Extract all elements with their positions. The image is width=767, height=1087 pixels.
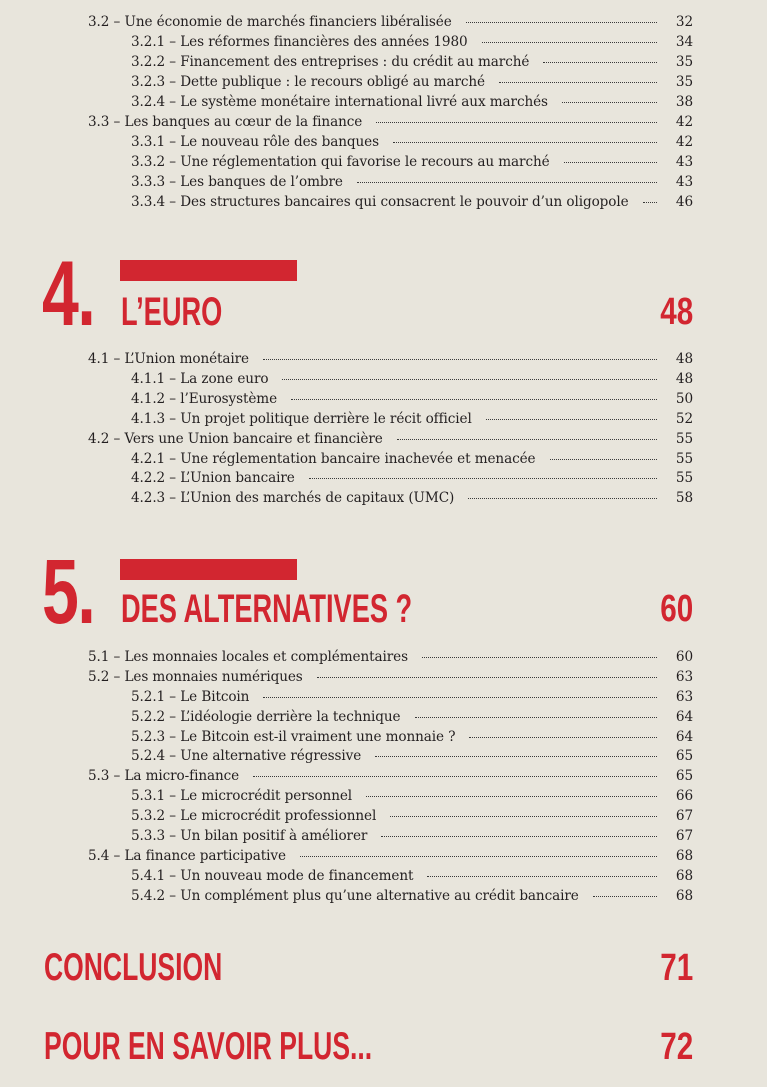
dot-leader xyxy=(397,438,657,440)
further-reading-title: POUR EN SAVOIR PLUS... xyxy=(44,1025,373,1068)
toc-entry[interactable] xyxy=(88,349,693,369)
toc-entry-page: 63 xyxy=(675,689,693,705)
toc-entry[interactable] xyxy=(131,52,693,72)
dot-leader xyxy=(469,736,657,738)
dot-leader xyxy=(390,815,657,817)
toc-entry[interactable] xyxy=(131,707,693,727)
toc-entry[interactable] xyxy=(131,152,693,172)
toc-entry[interactable] xyxy=(131,192,693,212)
toc-entry-page: 67 xyxy=(675,808,693,824)
toc-entry[interactable] xyxy=(131,409,693,429)
toc-entry[interactable] xyxy=(131,468,693,488)
toc-entry-label: 4.1.2 – l’Eurosystème xyxy=(131,391,278,407)
toc-entry-label: 5.3.3 – Un bilan positif à améliorer xyxy=(131,828,368,844)
toc-entry-page: 34 xyxy=(675,34,693,50)
toc-entry-label: 3.3.4 – Des structures bancaires qui consacrent le pouvoir d’un oligopole xyxy=(131,194,629,210)
toc-entry-page: 48 xyxy=(675,371,693,387)
toc-entry[interactable] xyxy=(88,766,693,786)
toc-entry-label: 4.1.1 – La zone euro xyxy=(131,371,269,387)
toc-entry-page: 55 xyxy=(675,470,693,486)
toc-entry-page: 65 xyxy=(675,768,693,784)
dot-leader xyxy=(593,895,657,897)
toc-entry[interactable] xyxy=(131,32,693,52)
dot-leader xyxy=(263,358,657,360)
dot-leader xyxy=(466,21,657,23)
dot-leader xyxy=(376,121,657,123)
toc-entry-page: 66 xyxy=(675,788,693,804)
dot-leader xyxy=(263,696,657,698)
toc-entry-page: 64 xyxy=(675,729,693,745)
chapter-page: 60 xyxy=(660,588,693,630)
toc-entry-page: 42 xyxy=(675,134,693,150)
toc-entry-page: 55 xyxy=(675,431,693,447)
toc-entry-page: 35 xyxy=(675,74,693,90)
toc-entry-page: 67 xyxy=(675,828,693,844)
chapter-number: 5. xyxy=(42,541,95,643)
further-reading-page: 72 xyxy=(660,1026,693,1068)
toc-entry[interactable] xyxy=(131,488,693,508)
conclusion-page: 71 xyxy=(660,947,693,989)
toc-entry-label: 3.3.2 – Une réglementation qui favorise le recours au marché xyxy=(131,154,550,170)
toc-entry-label: 3.2.3 – Dette publique : le recours obligé au marché xyxy=(131,74,485,90)
toc-entry-page: 42 xyxy=(675,114,693,130)
toc-entry-label: 3.2.1 – Les réformes financières des années 1980 xyxy=(131,34,468,50)
chapter-number: 4. xyxy=(42,243,95,345)
toc-entry-label: 5.3.1 – Le microcrédit personnel xyxy=(131,788,353,804)
toc-entry[interactable] xyxy=(88,667,693,687)
chapter-title: L’EURO xyxy=(121,290,223,334)
toc-entry[interactable] xyxy=(131,886,693,906)
chapter-accent-bar xyxy=(120,260,297,281)
toc-entry[interactable] xyxy=(131,72,693,92)
toc-entry-page: 60 xyxy=(675,649,693,665)
toc-entry-label: 3.3 – Les banques au cœur de la finance xyxy=(88,114,363,130)
toc-entry-page: 46 xyxy=(675,194,693,210)
toc-entry[interactable] xyxy=(131,92,693,112)
toc-entry[interactable] xyxy=(131,172,693,192)
chapter-accent-bar xyxy=(120,559,297,580)
toc-entry[interactable] xyxy=(88,112,693,132)
dot-leader xyxy=(317,676,657,678)
toc-entry[interactable] xyxy=(88,12,693,32)
dot-leader xyxy=(468,497,657,499)
toc-entry-page: 38 xyxy=(675,94,693,110)
toc-entry-label: 5.2.1 – Le Bitcoin xyxy=(131,689,250,705)
toc-entry-page: 50 xyxy=(675,391,693,407)
toc-entry[interactable] xyxy=(131,786,693,806)
toc-entry-label: 5.2.2 – L’idéologie derrière la technique xyxy=(131,709,401,725)
dot-leader xyxy=(486,418,657,420)
toc-entry-label: 3.2.2 – Financement des entreprises : du crédit au marché xyxy=(131,54,530,70)
toc-entry-label: 5.2 – Les monnaies numériques xyxy=(88,669,303,685)
dot-leader xyxy=(375,755,657,757)
toc-entry[interactable] xyxy=(131,866,693,886)
toc-entry-label: 5.3 – La micro-finance xyxy=(88,768,240,784)
dot-leader xyxy=(357,181,657,183)
toc-entry-page: 43 xyxy=(675,174,693,190)
dot-leader xyxy=(564,161,657,163)
toc-entry-label: 4.1.3 – Un projet politique derrière le récit officiel xyxy=(131,411,472,427)
toc-entry-label: 5.2.4 – Une alternative régressive xyxy=(131,748,362,764)
toc-entry-label: 5.4 – La finance participative xyxy=(88,848,286,864)
toc-entry-label: 4.2.2 – L’Union bancaire xyxy=(131,470,295,486)
dot-leader xyxy=(291,398,657,400)
toc-entry[interactable] xyxy=(131,389,693,409)
dot-leader xyxy=(393,141,657,143)
toc-entry-label: 4.1 – L’Union monétaire xyxy=(88,351,249,367)
toc-entry-label: 3.2.4 – Le système monétaire international livré aux marchés xyxy=(131,94,548,110)
dot-leader xyxy=(422,656,657,658)
toc-entry-page: 68 xyxy=(675,868,693,884)
toc-entry-page: 32 xyxy=(675,14,693,30)
toc-entry-label: 4.2.3 – L’Union des marchés de capitaux (UMC) xyxy=(131,490,455,506)
toc-entry-page: 52 xyxy=(675,411,693,427)
toc-entry-page: 58 xyxy=(675,490,693,506)
toc-entry[interactable] xyxy=(131,449,693,469)
toc-entry-label: 5.3.2 – Le microcrédit professionnel xyxy=(131,808,377,824)
toc-entry-label: 4.2.1 – Une réglementation bancaire inachevée et menacée xyxy=(131,451,536,467)
dot-leader xyxy=(543,61,657,63)
toc-entry-label: 5.1 – Les monnaies locales et complémentaires xyxy=(88,649,408,665)
conclusion-title: CONCLUSION xyxy=(44,946,223,989)
toc-entry-page: 43 xyxy=(675,154,693,170)
dot-leader xyxy=(550,458,658,460)
toc-entry[interactable] xyxy=(88,429,693,449)
toc-entry-page: 68 xyxy=(675,848,693,864)
dot-leader xyxy=(562,101,657,103)
toc-entry-label: 5.4.1 – Un nouveau mode de financement xyxy=(131,868,414,884)
toc-entry-label: 5.4.2 – Un complément plus qu’une alternative au crédit bancaire xyxy=(131,888,579,904)
chapter-title: DES ALTERNATIVES ? xyxy=(121,587,413,631)
dot-leader xyxy=(366,795,657,797)
toc-entry[interactable] xyxy=(131,369,693,389)
dot-leader xyxy=(309,477,657,479)
dot-leader xyxy=(427,875,657,877)
toc-entry[interactable] xyxy=(131,727,693,747)
toc-entry[interactable] xyxy=(131,746,693,766)
toc-entry-page: 68 xyxy=(675,888,693,904)
dot-leader xyxy=(253,775,657,777)
toc-entry[interactable] xyxy=(88,846,693,866)
dot-leader xyxy=(499,81,657,83)
toc-entry[interactable] xyxy=(131,826,693,846)
dot-leader xyxy=(300,855,657,857)
toc-entry[interactable] xyxy=(131,806,693,826)
dot-leader xyxy=(381,835,657,837)
toc-entry-label: 3.3.3 – Les banques de l’ombre xyxy=(131,174,343,190)
toc-entry-page: 65 xyxy=(675,748,693,764)
dot-leader xyxy=(415,716,658,718)
toc-entry[interactable] xyxy=(88,647,693,667)
chapter-page: 48 xyxy=(660,291,693,333)
toc-entry-page: 63 xyxy=(675,669,693,685)
toc-entry-label: 3.3.1 – Le nouveau rôle des banques xyxy=(131,134,379,150)
toc-entry-label: 5.2.3 – Le Bitcoin est-il vraiment une monnaie ? xyxy=(131,729,456,745)
toc-entry-page: 48 xyxy=(675,351,693,367)
toc-entry-page: 55 xyxy=(675,451,693,467)
dot-leader xyxy=(482,41,657,43)
dot-leader xyxy=(643,201,657,203)
toc-entry[interactable] xyxy=(131,132,693,152)
toc-entry-label: 4.2 – Vers une Union bancaire et financière xyxy=(88,431,383,447)
toc-entry-page: 35 xyxy=(675,54,693,70)
toc-entry[interactable] xyxy=(131,687,693,707)
dot-leader xyxy=(282,378,657,380)
toc-entry-label: 3.2 – Une économie de marchés financiers libéralisée xyxy=(88,14,452,30)
toc-entry-page: 64 xyxy=(675,709,693,725)
